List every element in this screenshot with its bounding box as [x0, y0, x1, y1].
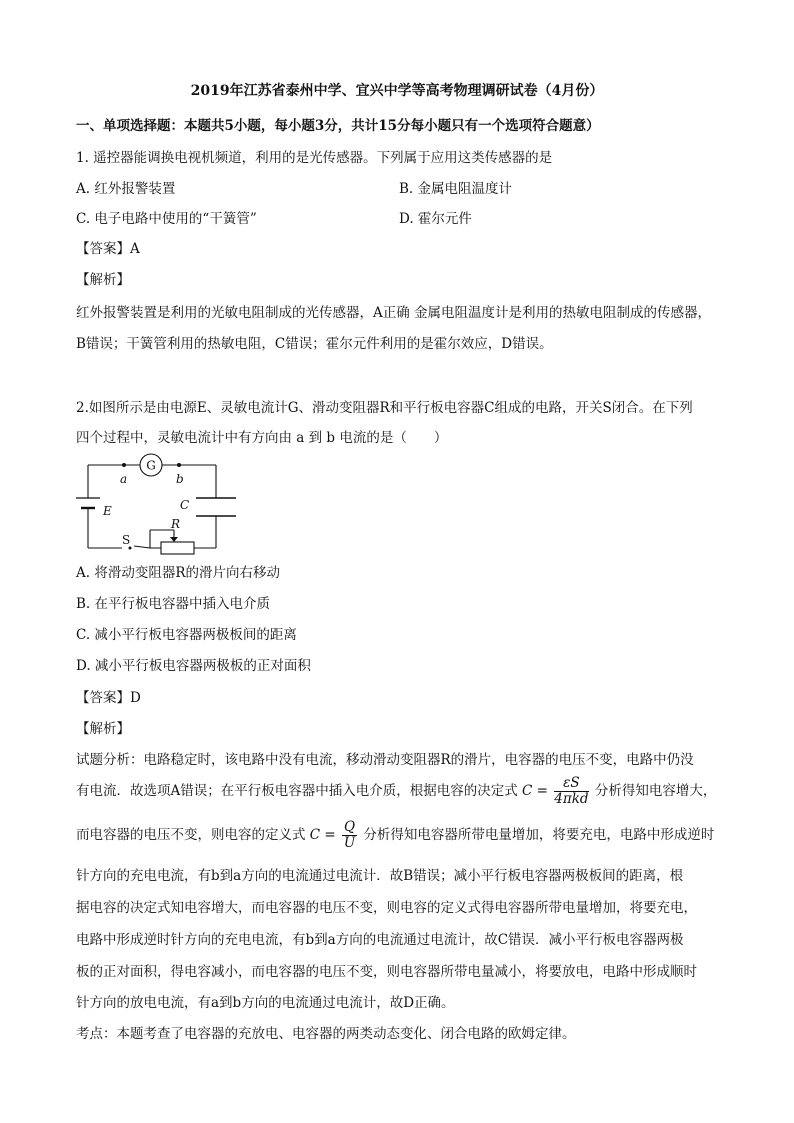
q2-analysis-line-7: 板的正对面积，得电容减小，而电容器的电压不变，则电容器所带电量减小，将要放电，电路中形成顺时 — [76, 964, 697, 980]
node-b-dot — [177, 463, 181, 467]
battery-icon — [76, 498, 100, 508]
galvanometer-label: G — [146, 458, 156, 473]
q1-option-d: D. 霍尔元件 — [399, 211, 472, 227]
page-title: 2019年江苏省泰州中学、宜兴中学等高考物理调研试卷（4月份） — [190, 83, 604, 99]
capacitor-label: C — [180, 498, 190, 512]
q2-option-a: A. 将滑动变阻器R的滑片向右移动 — [76, 565, 280, 581]
q2-stem-line-1: 2.如图所示是由电源E、灵敏电流计G、滑动变阻器R和平行板电容器C组成的电路，开关S闭合。在下列 — [76, 400, 693, 416]
q2-analysis-line-6: 电路中形成逆时针方向的充电电流，有b到a方向的电流通过电流计，故C错误．减小平行板电容器两极 — [76, 932, 684, 948]
q2-analysis-line-8: 针方向的放电电流，有a到b方向的电流通过电流计，故D正确。 — [76, 995, 455, 1011]
rheostat-slider-arrow-icon — [170, 537, 178, 542]
q2-analysis-line-4: 针方向的充电电流，有b到a方向的电流通过电流计．故B错误；减小平行板电容器两极板间的距离，根 — [76, 868, 684, 884]
source-label: E — [103, 504, 112, 518]
rheostat-icon — [161, 542, 194, 554]
q2-key-points: 考点：本题考查了电容器的充放电、电容器的两类动态变化、闭合电路的欧姆定律。 — [76, 1026, 576, 1042]
rheostat-label: R — [171, 517, 181, 531]
q2-analysis-line-2: 有电流．故选项A错误；在平行板电容器中插入电介质，根据电容的决定式 C = $\frac{\varepsilon S}{\text{4πkd}}$ 分析得知电容增大， — [76, 775, 717, 807]
q2-analysis-line-1: 试题分析：电路稳定时，该电路中没有电流，移动滑动变阻器R的滑片，电容器的电压不变，电路中仍没 — [76, 752, 694, 768]
q2-stem-line-2: 四个过程中，灵敏电流计中有方向由 a 到 b 电流的是（ ） — [76, 430, 448, 446]
q2-analysis-line-3: 而电容器的电压不变，则电容的定义式 C = $\frac{Q}{U}$ 分析得知电容器所带电量增加，将要充电，电路中形成逆时 — [76, 819, 715, 851]
q2-analysis-line-5: 据电容的决定式知电容增大，而电容器的电压不变，则电容的定义式得电容器所带电量增加，将要充电， — [76, 900, 697, 916]
q2-option-d: D. 减小平行板电容器两极板的正对面积 — [76, 658, 311, 674]
capacitor-icon — [196, 498, 236, 516]
q1-analysis-line-2: B错误；干簧管利用的热敏电阻，C错误；霍尔元件利用的是霍尔效应，D错误。 — [76, 336, 553, 352]
q1-option-b: B. 金属电阻温度计 — [399, 181, 513, 197]
capacitance-formula-lhs: C = — [522, 783, 548, 799]
q1-analysis-label: 【解析】 — [76, 272, 130, 288]
circuit-diagram — [70, 450, 260, 560]
capacitance-definition-lhs: C = — [309, 827, 336, 843]
q2-analysis-label: 【解析】 — [76, 721, 130, 737]
q1-answer: 【答案】A — [76, 241, 140, 257]
q2-option-c: C. 减小平行板电容器两极板间的距离 — [76, 627, 297, 643]
q1-option-c: C. 电子电路中使用的“干簧管” — [76, 211, 257, 227]
capacitance-determining-formula: $\frac{\varepsilon S}{\text{4πkd}}$ — [554, 775, 589, 807]
node-a-dot — [122, 463, 126, 467]
section-heading: 一、单项选择题：本题共5小题，每小题3分，共计15分每小题只有一个选项符合题意） — [76, 118, 600, 134]
switch-label: S — [122, 533, 131, 547]
node-b-label: b — [176, 472, 184, 486]
q2-option-b: B. 在平行板电容器中插入电介质 — [76, 596, 271, 612]
q1-stem: 1. 遥控器能调换电视机频道，利用的是光传感器。下列属于应用这类传感器的是 — [76, 150, 553, 166]
node-a-label: a — [120, 472, 128, 486]
capacitance-definition-formula: $\frac{Q}{U}$ — [343, 819, 356, 851]
q1-option-a: A. 红外报警装置 — [76, 181, 176, 197]
q2-answer: 【答案】D — [76, 690, 141, 706]
q1-analysis-line-1: 红外报警装置是利用的光敏电阻制成的光传感器，A正确 金属电阻温度计是利用的热敏电阻制成的传感器， — [76, 305, 712, 321]
